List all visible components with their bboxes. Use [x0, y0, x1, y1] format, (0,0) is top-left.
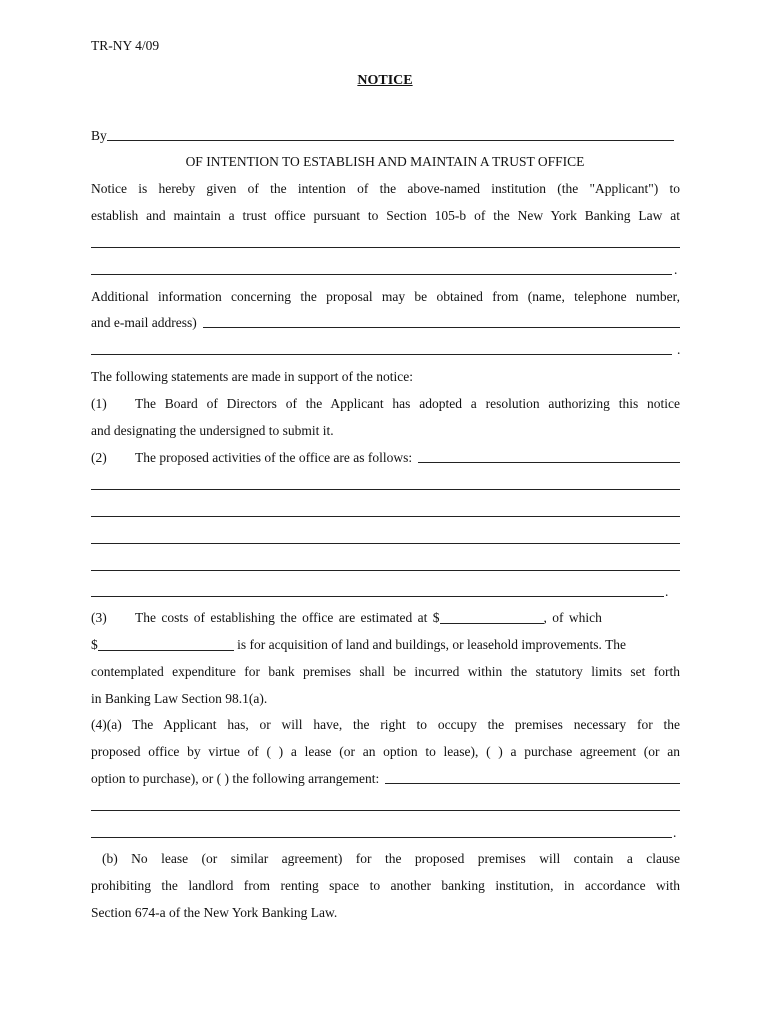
- intro-line-2: establish and maintain a trust office pursuant to Section 105-b of the New York Banking Law at: [91, 208, 680, 223]
- activities-input-line-6[interactable]: [91, 596, 664, 597]
- item-2-number: (2): [91, 450, 107, 465]
- item-4a-line-1: (4)(a) The Applicant has, or will have, the right to occupy the premises necessary for the: [91, 717, 680, 732]
- item-4a-line-3: option to purchase), or ( ) the following arrangement:: [91, 771, 380, 786]
- item-3-line-1: [135, 610, 680, 626]
- item-4a-line-2: proposed office by virtue of ( ) a lease (or an option to lease), ( ) a purchase agreement (or an: [91, 744, 680, 759]
- by-field-row: [91, 128, 674, 144]
- item-1-number: (1): [91, 396, 107, 411]
- item-3-line-3: contemplated expenditure for bank premises shall be incurred within the statutory limits set forth: [91, 664, 680, 679]
- arrangement-input-line-2[interactable]: [91, 810, 680, 811]
- period-mark: .: [673, 825, 677, 840]
- item-1-line-1: The Board of Directors of the Applicant has adopted a resolution authorizing this notice: [135, 396, 680, 411]
- item-4b-line-1: (b) No lease (or similar agreement) for the proposed premises will contain a clause: [102, 851, 680, 866]
- page-title: NOTICE: [357, 73, 413, 88]
- arrangement-input-line-1[interactable]: [385, 783, 680, 784]
- by-input-line[interactable]: [107, 140, 674, 141]
- by-label: By: [91, 128, 107, 143]
- item-3-of-which: , of which: [543, 610, 602, 625]
- address-input-line-2[interactable]: [91, 274, 672, 275]
- activities-input-line-5[interactable]: [91, 570, 680, 571]
- period-mark: .: [665, 584, 669, 599]
- activities-input-line-4[interactable]: [91, 543, 680, 544]
- contact-input-line-1[interactable]: [203, 327, 680, 328]
- subtitle: OF INTENTION TO ESTABLISH AND MAINTAIN A TRUST OFFICE: [185, 154, 585, 169]
- item-4b-line-2: prohibiting the landlord from renting space to another banking institution, in accordance with: [91, 878, 680, 893]
- item-3-line-4: in Banking Law Section 98.1(a).: [91, 691, 268, 706]
- item-3-land-text: is for acquisition of land and buildings, or leasehold improvements. The: [233, 637, 627, 652]
- item-4b-line-3: Section 674-a of the New York Banking Law.: [91, 905, 338, 920]
- item-3-cost-label: The costs of establishing the office are estimated at $: [135, 610, 440, 625]
- activities-input-line-1[interactable]: [418, 462, 680, 463]
- item-3-line-2: [91, 637, 680, 653]
- item-3-number: (3): [91, 610, 107, 625]
- dollar-sign: $: [91, 637, 98, 652]
- item-1-line-2: and designating the undersigned to submit it.: [91, 423, 334, 438]
- contact-input-line-2[interactable]: [91, 354, 672, 355]
- activities-input-line-2[interactable]: [91, 489, 680, 490]
- total-cost-input[interactable]: [440, 611, 544, 624]
- additional-info-line-1: Additional information concerning the proposal may be obtained from (name, telephone number,: [91, 289, 680, 304]
- contact-field-row: [91, 315, 680, 331]
- period-mark: .: [674, 262, 678, 277]
- item-2-text: The proposed activities of the office are as follows:: [135, 450, 413, 465]
- address-input-line-1[interactable]: [91, 247, 680, 248]
- arrangement-field-row: [91, 771, 680, 787]
- statements-intro: The following statements are made in support of the notice:: [91, 369, 414, 384]
- additional-info-line-2: and e-mail address): [91, 315, 197, 330]
- land-cost-input[interactable]: [98, 638, 234, 651]
- form-code: TR-NY 4/09: [91, 38, 160, 53]
- arrangement-input-line-3[interactable]: [91, 837, 672, 838]
- activities-input-line-3[interactable]: [91, 516, 680, 517]
- intro-line-1: Notice is hereby given of the intention of the above-named institution (the "Applicant") to: [91, 181, 680, 196]
- period-mark: .: [677, 342, 681, 357]
- item-2-row: [91, 450, 680, 466]
